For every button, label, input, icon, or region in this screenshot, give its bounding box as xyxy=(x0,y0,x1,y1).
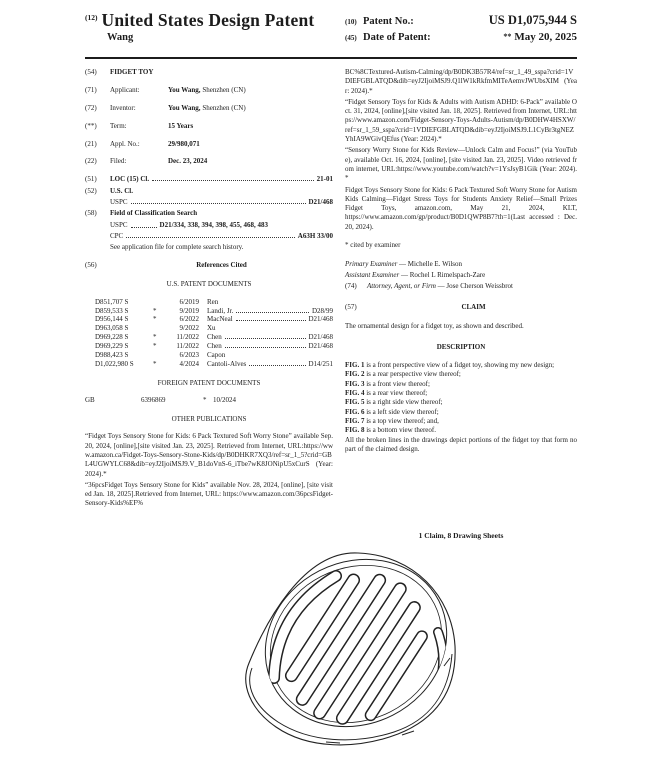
patent-number: US D1,075,944 S xyxy=(488,13,577,27)
citation-row xyxy=(95,324,333,333)
citation-star: * xyxy=(153,306,157,315)
foreign-patent-documents-heading: FOREIGN PATENT DOCUMENTS xyxy=(157,378,261,387)
term-field xyxy=(85,122,333,131)
inventor-label: Inventor: xyxy=(110,103,136,112)
cited-patent-number: D988,423 S xyxy=(95,351,129,360)
primary-examiner-label: Primary Examiner xyxy=(345,260,398,269)
field-search-note: See application file for complete search history. xyxy=(110,243,244,252)
field-56-tag: (56) xyxy=(85,261,97,270)
cited-patent-number: D1,022,980 S xyxy=(95,359,134,368)
left-column xyxy=(85,68,333,511)
citation-row xyxy=(95,342,333,351)
fig-description: FIG. 6 is a left side view thereof; xyxy=(345,407,439,416)
citation-name: Cantoli-Alves xyxy=(207,359,247,368)
publication-paragraph: “Fidget Sensory Toys for Kids & Adults with Autism ADHD: 6-Pack” available Oct. 31, 2024, [online],[site visited Jan. 18, 2025]. Retrieved from Internet, URL:https://www.amazon.com/Fidget-Sensory-Toys-Adults-Autism/dp/B0DHW4HSXW/ref=sr_1_59_sspa?crid=1VDIEFGBLATQD&dib=eyJ2IjoiMSJ9.L1CyBr3tgNEZYhIA9WGivQEfus (Year: 2024).* xyxy=(345,97,577,144)
header-left xyxy=(85,10,355,43)
field-search-uspc xyxy=(110,221,333,230)
citation-date: 6/2022 xyxy=(179,315,199,324)
date-of-patent-label: Date of Patent: xyxy=(363,32,431,43)
claims-sheets-footer: 1 Claim, 8 Drawing Sheets xyxy=(418,531,504,540)
field-search-cpc xyxy=(110,232,333,241)
fig-description: FIG. 5 is a right side view thereof; xyxy=(345,398,443,407)
fig-label: FIG. 6 xyxy=(345,407,365,416)
fidget-toy-figure-svg xyxy=(206,546,464,756)
field-71-tag: (71) xyxy=(85,85,97,94)
leader-dots xyxy=(236,312,309,313)
citation-name: Capon xyxy=(207,351,226,360)
citation-row xyxy=(95,315,333,324)
fig-description: FIG. 8 is a bottom view thereof. xyxy=(345,426,436,435)
loc-value: 21-01 xyxy=(316,175,333,184)
citation-star: * xyxy=(153,359,157,368)
field-search xyxy=(85,209,333,218)
attorney-name: — Jose Cherson Weissbrot xyxy=(437,281,513,290)
header-divider xyxy=(85,57,577,59)
fidget-toy-drawing xyxy=(206,546,464,756)
inventor-name: You Wang, xyxy=(168,103,201,112)
citation-star: * xyxy=(203,396,207,405)
field-search-label: Field of Classification Search xyxy=(110,209,198,218)
leader-dots xyxy=(126,237,295,238)
fig-description: FIG. 7 is a top view thereof; and, xyxy=(345,416,439,425)
kind-code-tag: (12) xyxy=(85,13,98,22)
leader-dots xyxy=(152,180,314,181)
uspc-label: USPC xyxy=(110,197,128,206)
fig-label: FIG. 2 xyxy=(345,370,365,379)
leader-dots xyxy=(131,221,157,228)
fig-description: FIG. 3 is a front view thereof; xyxy=(345,379,430,388)
citation-date: 11/2022 xyxy=(176,333,199,342)
fs-cpc-value: A63H 33/00 xyxy=(297,231,333,240)
field-54-tag: (54) xyxy=(85,68,97,76)
assistant-examiner-label: Assistant Examiner xyxy=(345,271,400,280)
cited-patent-number: D956,144 S xyxy=(95,315,129,324)
loc-label: LOC (15) Cl. xyxy=(110,175,150,184)
field-72-tag: (72) xyxy=(85,103,97,112)
appl-no-value: 29/980,071 xyxy=(168,139,200,148)
citation-star: * xyxy=(153,333,157,342)
applicant-location: Shenzhen (CN) xyxy=(202,85,246,94)
citation-date: 11/2022 xyxy=(176,342,199,351)
citation-date: 9/2022 xyxy=(179,324,199,333)
patent-date-row xyxy=(345,31,577,43)
assistant-examiner-line xyxy=(345,271,577,280)
publication-paragraph: “Sensory Worry Stone for Kids Review—Unlock Calm and Focus!” (via YouTube), available Oct. 16, 2024, [online], [site visited Jan. 23, 2025]. Video retrieved from internet, URL:https://www.youtube.com/watch?v=1YsJsyB1Gik (Year: 2024).* xyxy=(345,146,577,183)
citation-row xyxy=(95,333,333,342)
document-title: United States Design Patent xyxy=(101,10,315,30)
term-value: 15 Years xyxy=(168,121,194,130)
fig-label: FIG. 5 xyxy=(345,398,365,407)
citation-name: Landi, Jr. xyxy=(207,306,234,315)
fig-description: FIG. 4 is a rear view thereof; xyxy=(345,389,428,398)
field-74-tag: (74) xyxy=(345,281,357,290)
leader-dots xyxy=(236,320,306,321)
cited-patent-number: D859,533 S xyxy=(95,306,129,315)
fs-cpc-label: CPC xyxy=(110,231,124,240)
citation-class: D28/99 xyxy=(312,306,333,315)
inventor-surname: Wang xyxy=(107,32,134,43)
leader-dots xyxy=(249,365,305,366)
patent-number-row xyxy=(345,13,577,28)
fig-label: FIG. 4 xyxy=(345,389,365,398)
publication-paragraph: “Fidget Toys Sensory Stone for Kids: 6 Pack Textured Soft Worry Stone” available Sep. 20, 2024, [online],[site visited Jan. 23, 2025]. Retrieved from Internet, URL:https://www.amazon.ca/Fidget-Toys-Sensory-Stone-Kids/dp/B0DHKR7XQ3/ref=sr_1_5?crid=GBL4UGWYLC68&dib=eyJ2IjoiMSJ9.V_B1doVnS-6_iTbe7wK8JONipU5xCurS (Year: 2024).* xyxy=(85,432,333,478)
fig-label: FIG. 8 xyxy=(345,426,365,435)
primary-examiner-line xyxy=(345,260,577,269)
term-tag: (**) xyxy=(85,121,97,130)
field-52-tag: (52) xyxy=(85,186,97,195)
citation-row xyxy=(95,298,333,307)
inventor-location: Shenzhen (CN) xyxy=(202,103,246,112)
header-right xyxy=(345,13,577,46)
publication-paragraph: “36pcsFidget Toys Sensory Stone for Kids” available Nov. 28, 2024, [online], [site visited Jan. 18, 2025].Retrieved from Internet, URL: https://www.amazon.com/36pcsFidget-Sensory-Kids%EF% xyxy=(85,480,333,508)
date-of-patent xyxy=(503,31,577,43)
attorney-line xyxy=(345,282,577,291)
citation-class: D21/468 xyxy=(308,333,333,342)
citation-name: Ren xyxy=(207,297,219,306)
inventor-value xyxy=(168,104,246,113)
broken-lines-note: All the broken lines in the drawings depict portions of the fidget toy that form no part of the claimed design. xyxy=(345,435,577,453)
term-label: Term: xyxy=(110,121,127,130)
appl-no-field xyxy=(85,140,333,149)
primary-examiner-name: — Michelle E. Wilson xyxy=(399,260,463,269)
patent-no-label: Patent No.: xyxy=(363,16,414,27)
leader-dots xyxy=(225,347,306,348)
citation-name: MacNeal xyxy=(207,315,233,324)
leader-dots xyxy=(225,338,306,339)
references-cited xyxy=(85,261,333,270)
loc-class-field xyxy=(85,175,333,184)
foreign-citation-row xyxy=(85,396,333,405)
fs-uspc-label: USPC xyxy=(110,220,128,229)
citation-class: D21/468 xyxy=(308,342,333,351)
citation-date: 6/2023 xyxy=(179,351,199,360)
citation-row xyxy=(95,360,333,369)
us-cl-field xyxy=(85,187,333,196)
filed-label: Filed: xyxy=(110,157,127,166)
citation-name: Xu xyxy=(207,324,216,333)
fig-label: FIG. 3 xyxy=(345,379,365,388)
appl-no-label: Appl. No.: xyxy=(110,139,140,148)
references-heading: References Cited xyxy=(196,261,247,270)
citation-name: Chen xyxy=(207,342,222,351)
field-22-tag: (22) xyxy=(85,157,97,166)
publication-continuation: BC%8CTextured-Autism-Calming/dp/B0DK3B57R4/ref=sr_1_49_sspa?crid=1VDIEFGBLATQD&dib=eyJ2IjoiMSJ9.Q1lW1kRkfmMITeAemvJWUbsXIM (Year: 2024).* xyxy=(345,68,577,95)
field-58-tag: (58) xyxy=(85,209,97,218)
citation-name: Chen xyxy=(207,333,222,342)
cited-patent-number: D851,707 S xyxy=(95,297,129,306)
applicant-label: Applicant: xyxy=(110,85,140,94)
publication-paragraph: Fidget Toys Sensory Stone for Kids: 6 Pack Textured Soft Worry Stone for Autism Kids Calming—Fidget Stress Toys for Students Anxiety Relief—Small Prizes Fidget Toys, amazon.com, May 21, 2024, KLT, https://www.amazon.com/gp/product/B0D1QWP8B7?th=1(Last accessed : Dec. 20, 2024). xyxy=(345,185,577,231)
applicant-name: You Wang, xyxy=(168,85,201,94)
citation-class: D14/251 xyxy=(308,359,333,368)
double-asterisk: ** xyxy=(503,32,512,41)
claim-heading: CLAIM xyxy=(461,303,486,312)
fig-label: FIG. 1 xyxy=(345,361,365,370)
leader-dots xyxy=(131,203,306,204)
right-column xyxy=(345,68,577,454)
foreign-country: GB xyxy=(85,396,95,405)
applicant-value xyxy=(168,86,246,95)
fig-label: FIG. 7 xyxy=(345,416,365,425)
other-publications-heading: OTHER PUBLICATIONS xyxy=(171,415,247,424)
citation-row xyxy=(95,351,333,360)
field-10-tag: (10) xyxy=(345,18,357,26)
citation-star: * xyxy=(153,342,157,351)
us-patent-documents-heading: U.S. PATENT DOCUMENTS xyxy=(166,280,252,289)
uspc-value: D21/468 xyxy=(308,197,333,206)
field-57-tag: (57) xyxy=(345,303,357,312)
date-value: May 20, 2025 xyxy=(514,31,577,43)
description-heading: DESCRIPTION xyxy=(436,342,486,351)
field-45-tag: (45) xyxy=(345,34,357,42)
cited-by-examiner: * cited by examiner xyxy=(345,241,401,250)
title-field xyxy=(85,68,333,77)
cited-patent-number: D969,229 S xyxy=(95,342,129,351)
uspc-line xyxy=(110,198,333,207)
citation-star: * xyxy=(153,315,157,324)
cited-patent-number: D969,228 S xyxy=(95,333,129,342)
foreign-date: 10/2024 xyxy=(213,396,236,405)
applicant-field xyxy=(85,86,333,95)
fig-description: FIG. 1 is a front perspective view of a fidget toy, showing my new design; xyxy=(345,361,555,370)
citation-row xyxy=(95,307,333,316)
claim-text: The ornamental design for a fidget toy, as shown and described. xyxy=(345,321,524,330)
assistant-examiner-name: — Rochel L Rimelspach-Zare xyxy=(401,271,486,280)
citation-date: 4/2024 xyxy=(179,359,199,368)
foreign-number: 6396869 xyxy=(141,396,166,405)
citation-date: 6/2019 xyxy=(179,297,199,306)
field-21-tag: (21) xyxy=(85,139,97,148)
fs-uspc-value: D21/334, 338, 394, 398, 455, 468, 483 xyxy=(159,220,269,229)
field-51-tag: (51) xyxy=(85,175,97,184)
citation-class: D21/468 xyxy=(308,315,333,324)
filed-value: Dec. 23, 2024 xyxy=(168,157,208,166)
inventor-field xyxy=(85,104,333,113)
us-cl-label: U.S. Cl. xyxy=(110,186,133,195)
attorney-label: Attorney, Agent, or Firm xyxy=(367,281,436,290)
claim-section-head xyxy=(345,303,577,312)
fig-description: FIG. 2 is a rear perspective view thereof; xyxy=(345,370,461,379)
filed-field xyxy=(85,157,333,166)
citation-date: 9/2019 xyxy=(179,306,199,315)
cited-patent-number: D963,058 S xyxy=(95,324,129,333)
invention-title: FIDGET TOY xyxy=(110,68,154,76)
